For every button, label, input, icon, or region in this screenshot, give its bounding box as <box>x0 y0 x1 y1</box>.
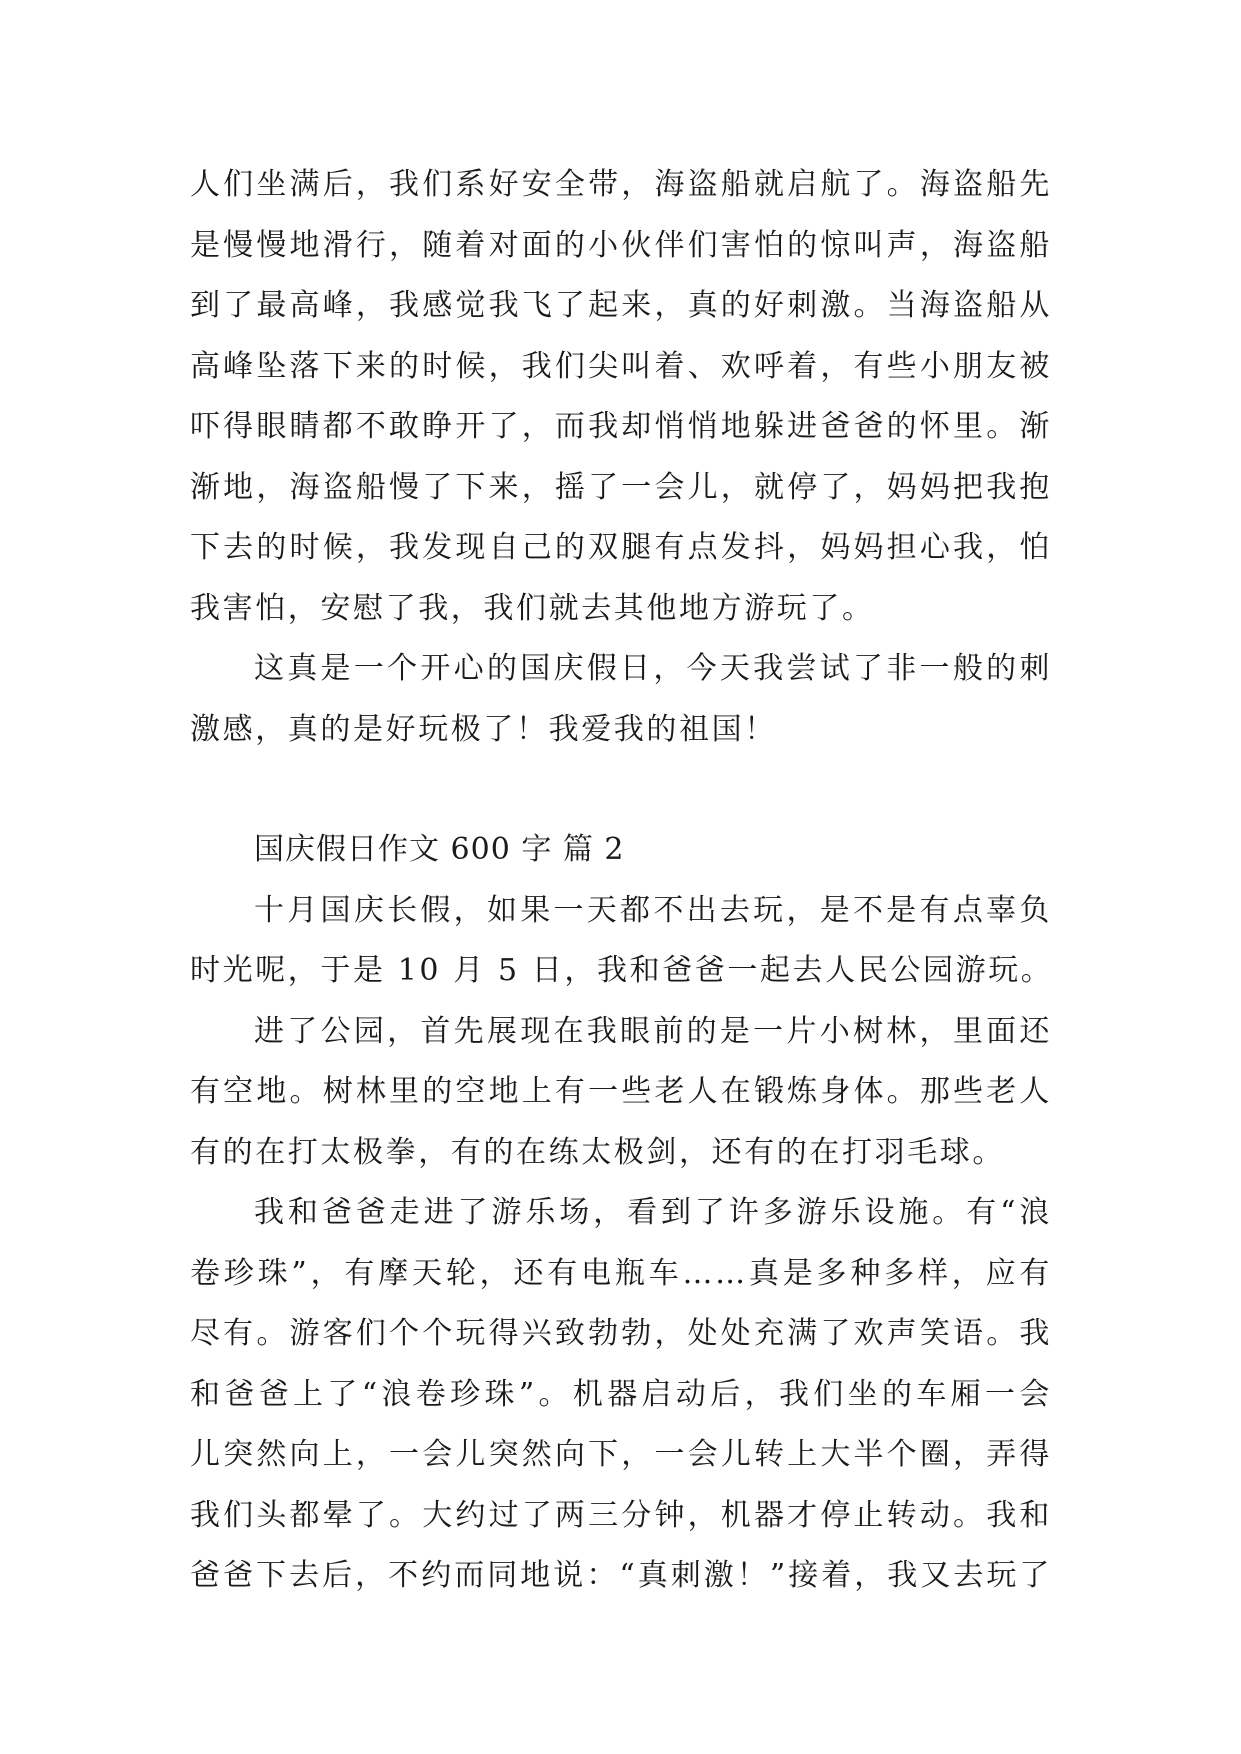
text-line: 我和爸爸走进了游乐场，看到了许多游乐设施。有“浪 <box>254 1195 1052 1230</box>
text-line: 我害怕，安慰了我，我们就去其他地方游玩了。 <box>190 590 875 626</box>
text-line: 到了最高峰，我感觉我飞了起来，真的好刺激。当海盗船从 <box>190 288 1052 323</box>
document-body <box>190 155 1052 1607</box>
paragraph-conclusion <box>190 639 1052 760</box>
text-line: 十月国庆长假，如果一天都不出去玩，是不是有点辜负 <box>254 892 1052 928</box>
paragraph-park <box>190 1002 1052 1184</box>
text-line: 儿突然向上，一会儿突然向下，一会儿转上大半个圈，弄得 <box>190 1437 1052 1472</box>
text-line: 进了公园，首先展现在我眼前的是一片小树林，里面还 <box>254 1013 1052 1049</box>
text-line: 高峰坠落下来的时候，我们尖叫着、欢呼着，有些小朋友被 <box>190 348 1052 384</box>
paragraph-intro <box>190 881 1052 1002</box>
text-line: 卷珍珠”，有摩天轮，还有电瓶车……真是多种多样，应有 <box>190 1255 1052 1291</box>
section-spacer <box>190 760 1052 820</box>
text-line: 是慢慢地滑行，随着对面的小伙伴们害怕的惊叫声，海盗船 <box>190 227 1052 263</box>
text-line: 激感，真的是好玩极了！我爱我的祖国！ <box>190 711 777 747</box>
text-line: 时光呢，于是 10 月 5 日，我和爸爸一起去人民公园游玩。 <box>190 953 1054 988</box>
text-line: 和爸爸上了“浪卷珍珠”。机器启动后，我们坐的车厢一会 <box>190 1376 1052 1412</box>
text-line: 有空地。树林里的空地上有一些老人在锻炼身体。那些老人 <box>190 1074 1052 1109</box>
text-line: 人们坐满后，我们系好安全带，海盗船就启航了。海盗船先 <box>190 167 1052 202</box>
text-line: 下去的时候，我发现自己的双腿有点发抖，妈妈担心我，怕 <box>190 530 1052 565</box>
text-line: 吓得眼睛都不敢睁开了，而我却悄悄地躲进爸爸的怀里。渐 <box>190 409 1052 444</box>
paragraph-amusement <box>190 1183 1052 1607</box>
paragraph-pirate-ship <box>190 155 1052 639</box>
text-line: 渐地，海盗船慢了下来，摇了一会儿，就停了，妈妈把我抱 <box>190 469 1052 505</box>
text-line: 我们头都晕了。大约过了两三分钟，机器才停止转动。我和 <box>190 1497 1052 1533</box>
text-line: 爸爸下去后，不约而同地说：“真刺激！”接着，我又去玩了 <box>190 1558 1052 1593</box>
section-heading: 国庆假日作文 600 字 篇 2 <box>254 832 625 867</box>
text-line: 尽有。游客们个个玩得兴致勃勃，处处充满了欢声笑语。我 <box>190 1316 1052 1351</box>
text-line: 这真是一个开心的国庆假日，今天我尝试了非一般的刺 <box>254 651 1052 686</box>
text-line: 有的在打太极拳，有的在练太极剑，还有的在打羽毛球。 <box>190 1134 1005 1170</box>
